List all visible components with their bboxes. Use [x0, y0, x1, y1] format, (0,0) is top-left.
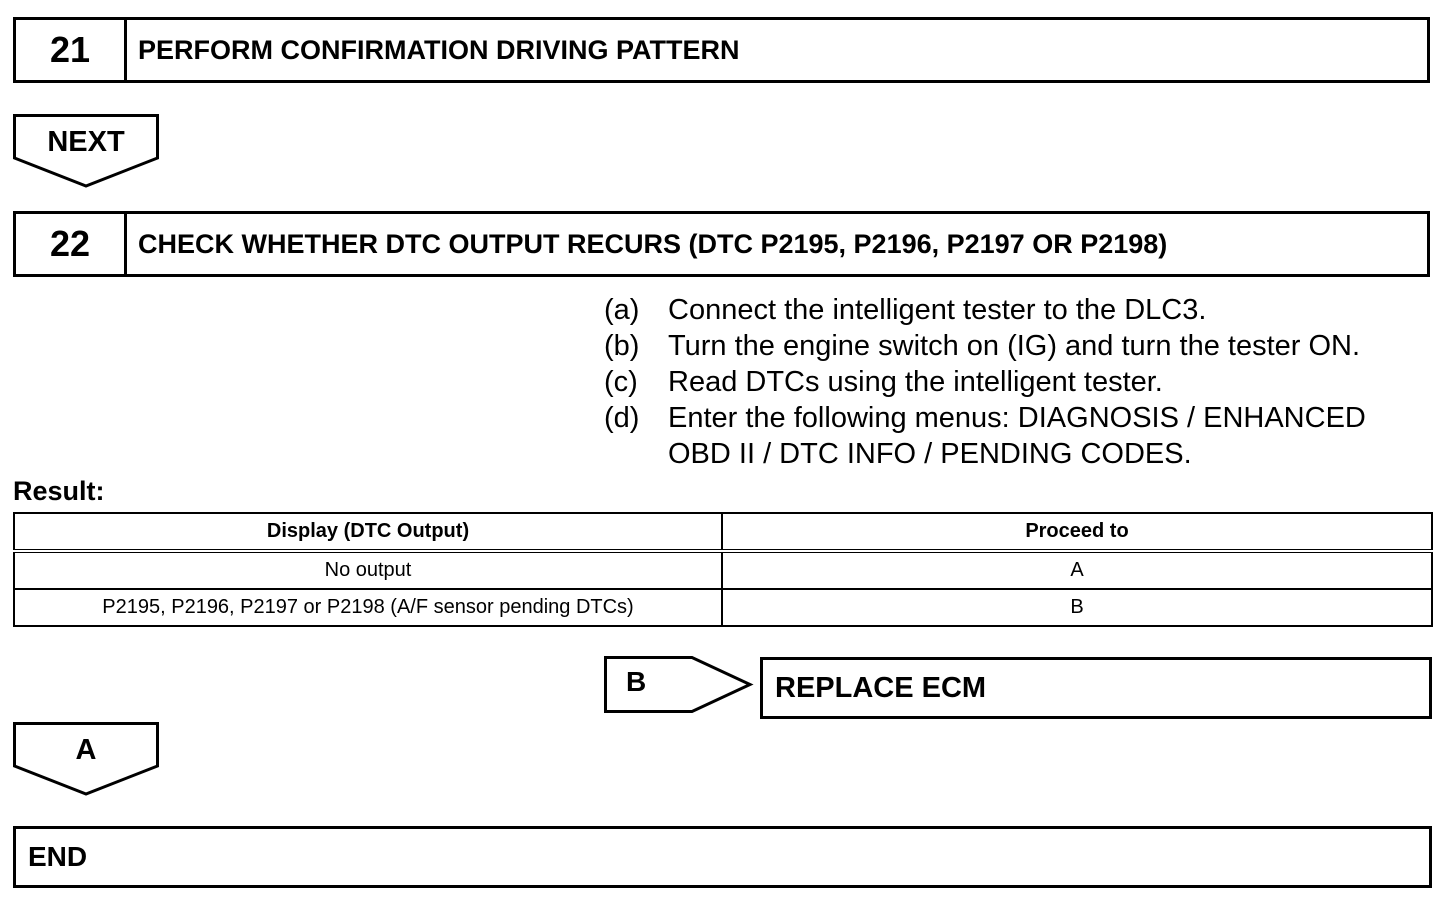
instruction-item	[604, 292, 1434, 328]
instruction-text: Enter the following menus: DIAGNOSIS / ENHANCED OBD II / DTC INFO / PENDING CODES.	[668, 402, 1366, 470]
step-21-box	[13, 17, 1430, 83]
table-cell: A	[722, 551, 1432, 589]
table-cell: No output	[14, 551, 722, 589]
step-title: PERFORM CONFIRMATION DRIVING PATTERN	[138, 34, 740, 65]
table-row	[14, 589, 1432, 626]
branch-b-arrow	[604, 656, 754, 714]
branch-a-arrow	[13, 722, 159, 798]
instruction-text: Turn the engine switch on (IG) and turn the tester ON.	[668, 330, 1361, 362]
instruction-item	[604, 364, 1434, 400]
column-header-display: Display (DTC Output)	[14, 513, 722, 551]
instruction-key: (a)	[604, 294, 640, 326]
instruction-key: (d)	[604, 402, 640, 434]
end-box	[13, 826, 1432, 888]
step-number: 22	[16, 214, 127, 274]
branch-b-label: B	[626, 666, 647, 697]
instruction-item	[604, 328, 1434, 364]
table-cell: B	[722, 589, 1432, 626]
table-row	[14, 551, 1432, 589]
next-label: NEXT	[47, 126, 125, 158]
instruction-list	[604, 292, 1434, 472]
result-table	[13, 512, 1433, 627]
instruction-text: Connect the intelligent tester to the DLC3.	[668, 294, 1207, 326]
step-22-box	[13, 211, 1430, 277]
step-title: CHECK WHETHER DTC OUTPUT RECURS (DTC P2195, P2196, P2197 OR P2198)	[138, 228, 1168, 259]
instruction-text: Read DTCs using the intelligent tester.	[668, 366, 1163, 398]
step-number: 21	[16, 20, 127, 80]
end-text: END	[28, 841, 88, 872]
table-cell: P2195, P2196, P2197 or P2198 (A/F sensor pending DTCs)	[14, 589, 722, 626]
instruction-key: (c)	[604, 366, 638, 398]
instruction-item	[604, 400, 1434, 472]
next-arrow	[13, 114, 159, 190]
result-label: Result:	[13, 476, 105, 506]
table-header-row	[14, 513, 1432, 551]
instruction-key: (b)	[604, 330, 640, 362]
column-header-proceed: Proceed to	[722, 513, 1432, 551]
replace-ecm-box	[760, 657, 1432, 719]
replace-ecm-text: REPLACE ECM	[775, 671, 987, 704]
branch-a-label: A	[75, 734, 97, 766]
